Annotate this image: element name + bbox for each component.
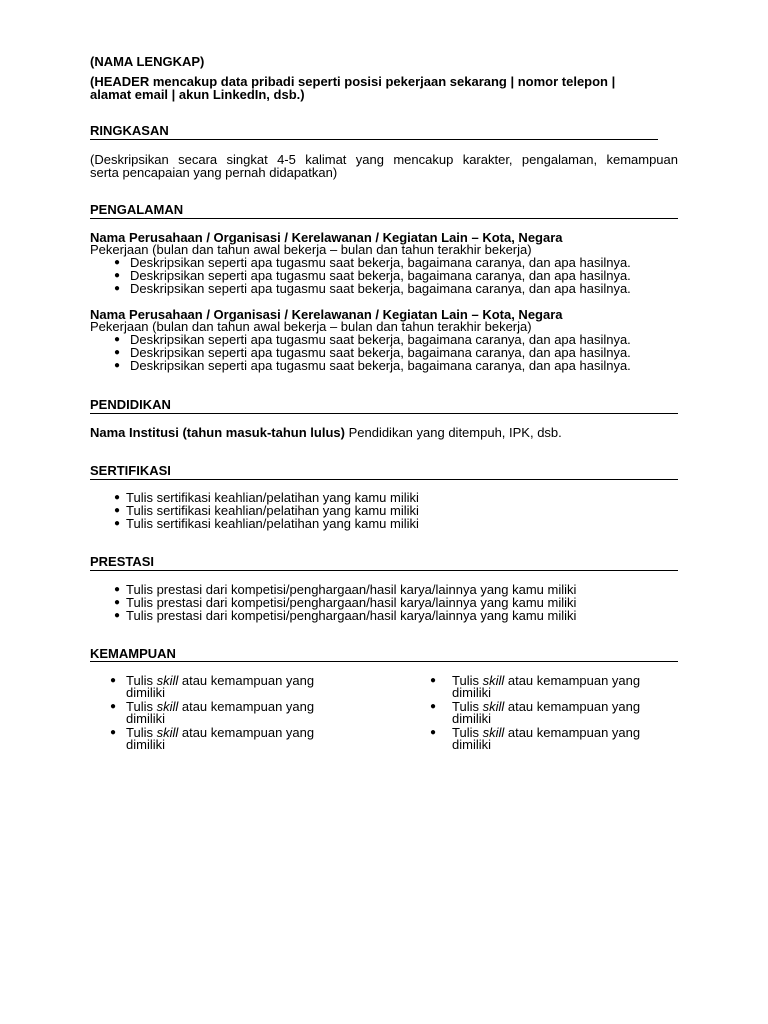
section-title-kemampuan: KEMAMPUAN: [90, 646, 176, 661]
experience-bullet: Deskripsikan seperti apa tugasmu saat bekerja, bagaimana caranya, dan apa hasilnya.: [130, 345, 631, 360]
skill-item-line2: dimiliki: [452, 711, 491, 726]
summary-line2: serta pencapaian yang pernah didapatkan): [90, 165, 338, 180]
bullet-icon: ●: [430, 727, 437, 738]
achievement-item: Tulis prestasi dari kompetisi/penghargaan/hasil karya/lainnya yang kamu miliki: [126, 595, 577, 610]
skill-item-line1: Tulis skill atau kemampuan yang: [126, 673, 315, 688]
experience-bullet: Deskripsikan seperti apa tugasmu saat bekerja, bagaimana caranya, dan apa hasilnya.: [130, 255, 631, 270]
section-divider: [90, 413, 678, 414]
certification-item: Tulis sertifikasi keahlian/pelatihan yang kamu miliki: [126, 503, 419, 518]
bullet-icon: ●: [114, 270, 121, 281]
section-divider: [90, 661, 678, 662]
bullet-icon: ●: [110, 675, 117, 686]
section-title-pengalaman: PENGALAMAN: [90, 202, 184, 217]
bullet-icon: ●: [114, 518, 121, 529]
section-divider: [90, 570, 678, 571]
education-entry: [90, 426, 562, 439]
experience-role: Pekerjaan (bulan dan tahun awal bekerja – bulan dan tahun terakhir bekerja): [90, 242, 532, 257]
skill-item-line1: Tulis skill atau kemampuan yang: [126, 725, 315, 740]
bullet-icon: ●: [114, 597, 121, 608]
certification-item: Tulis sertifikasi keahlian/pelatihan yang kamu miliki: [126, 490, 419, 505]
skill-item-line2: dimiliki: [126, 711, 165, 726]
experience-bullet: Deskripsikan seperti apa tugasmu saat bekerja, bagaimana caranya, dan apa hasilnya.: [130, 358, 631, 373]
bullet-icon: ●: [114, 492, 121, 503]
skill-item-line2: dimiliki: [452, 737, 491, 752]
experience-bullet: Deskripsikan seperti apa tugasmu saat bekerja, bagaimana caranya, dan apa hasilnya.: [130, 268, 631, 283]
summary-line1: (Deskripsikan secara singkat 4-5 kalimat yang mencakup karakter, pengalaman, kemampuan: [90, 152, 678, 167]
bullet-icon: ●: [430, 675, 437, 686]
section-title-pendidikan: PENDIDIKAN: [90, 397, 171, 412]
skill-item-line1: Tulis skill atau kemampuan yang: [452, 725, 641, 740]
section-divider: [90, 479, 678, 480]
bullet-icon: ●: [114, 334, 121, 345]
header-info-line1: (HEADER mencakup data pribadi seperti posisi pekerjaan sekarang | nomor telepon |: [90, 74, 616, 89]
achievement-item: Tulis prestasi dari kompetisi/penghargaan/hasil karya/lainnya yang kamu miliki: [126, 582, 577, 597]
bullet-icon: ●: [110, 701, 117, 712]
section-title-prestasi: PRESTASI: [90, 554, 155, 569]
header-info-line2: alamat email | akun LinkedIn, dsb.): [90, 87, 305, 102]
experience-bullet: Deskripsikan seperti apa tugasmu saat bekerja, bagaimana caranya, dan apa hasilnya.: [130, 281, 631, 296]
certification-item: Tulis sertifikasi keahlian/pelatihan yang kamu miliki: [126, 516, 419, 531]
skill-item-line2: dimiliki: [126, 737, 165, 752]
bullet-icon: ●: [114, 505, 121, 516]
skill-item-line1: Tulis skill atau kemampuan yang: [126, 699, 315, 714]
bullet-icon: ●: [114, 360, 121, 371]
experience-role: Pekerjaan (bulan dan tahun awal bekerja – bulan dan tahun terakhir bekerja): [90, 319, 532, 334]
skill-item-line2: dimiliki: [126, 685, 165, 700]
skill-item-line1: Tulis skill atau kemampuan yang: [452, 699, 641, 714]
skill-item-line2: dimiliki: [452, 685, 491, 700]
section-title-ringkasan: RINGKASAN: [90, 123, 169, 138]
full-name: (NAMA LENGKAP): [90, 54, 205, 69]
bullet-icon: ●: [430, 701, 437, 712]
skill-item-line1: Tulis skill atau kemampuan yang: [452, 673, 641, 688]
bullet-icon: ●: [114, 610, 121, 621]
education-institution: Nama Institusi (tahun masuk-tahun lulus): [90, 425, 345, 440]
bullet-icon: ●: [114, 283, 121, 294]
bullet-icon: ●: [114, 257, 121, 268]
bullet-icon: ●: [114, 347, 121, 358]
bullet-icon: ●: [114, 584, 121, 595]
education-detail: Pendidikan yang ditempuh, IPK, dsb.: [344, 425, 562, 440]
achievement-item: Tulis prestasi dari kompetisi/penghargaan/hasil karya/lainnya yang kamu miliki: [126, 608, 577, 623]
experience-org: Nama Perusahaan / Organisasi / Kerelawanan / Kegiatan Lain – Kota, Negara: [90, 307, 563, 322]
experience-org: Nama Perusahaan / Organisasi / Kerelawanan / Kegiatan Lain – Kota, Negara: [90, 230, 563, 245]
experience-bullet: Deskripsikan seperti apa tugasmu saat bekerja, bagaimana caranya, dan apa hasilnya.: [130, 332, 631, 347]
section-divider: [90, 218, 678, 219]
section-divider: [90, 139, 658, 140]
section-title-sertifikasi: SERTIFIKASI: [90, 463, 171, 478]
bullet-icon: ●: [110, 727, 117, 738]
